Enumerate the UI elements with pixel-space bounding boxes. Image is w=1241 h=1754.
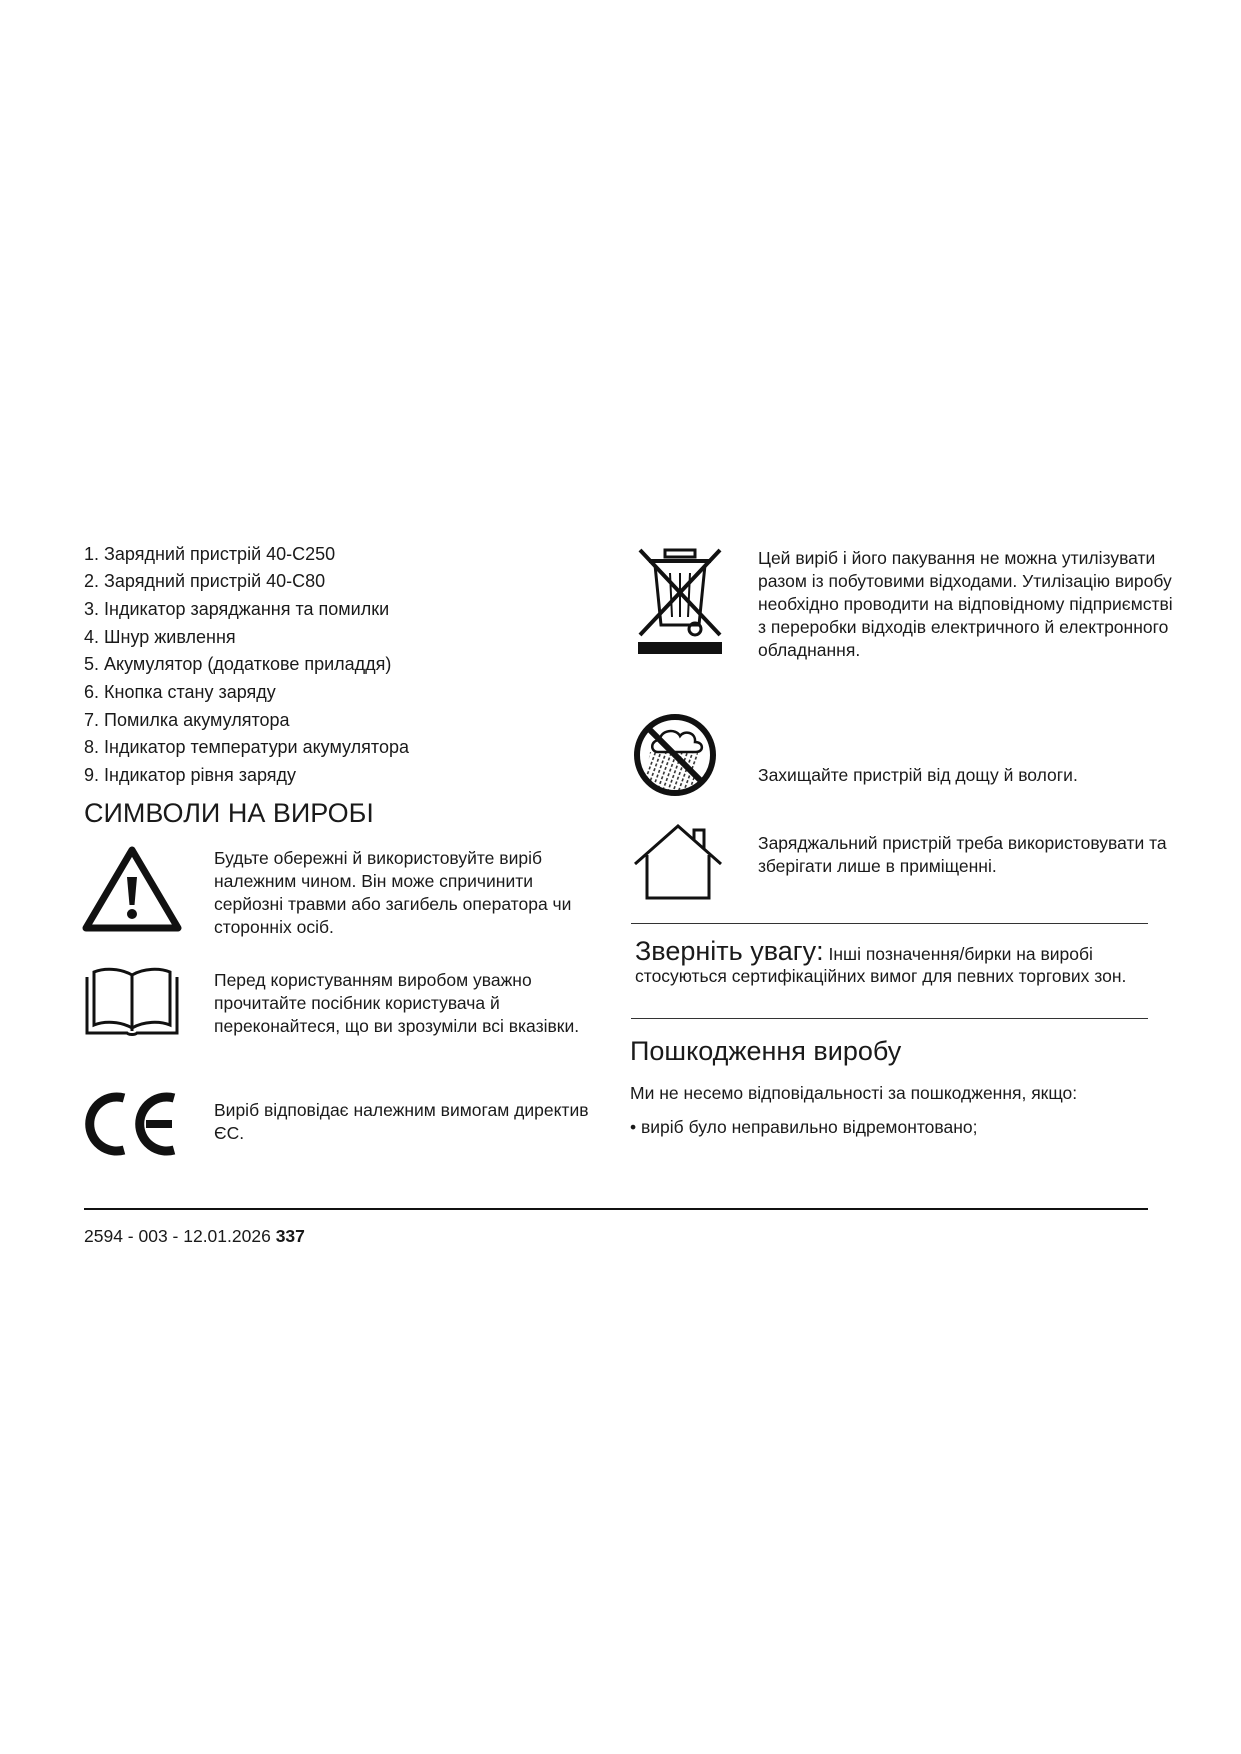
warning-triangle-icon [82,845,182,933]
divider [631,1018,1148,1019]
footer [84,1226,305,1247]
crossed-bin-icon [635,545,725,657]
list-item: 7. Помилка акумулятора [84,710,290,730]
damage-bullet: • виріб було неправильно відремонтовано; [630,1117,978,1137]
footer-code: 2594 - 003 - 12.01.2026 [84,1226,271,1246]
page-number: 337 [275,1226,305,1246]
list-item: 6. Кнопка стану заряду [84,682,276,702]
damage-heading: Пошкодження виробу [630,1036,902,1066]
no-rain-icon [632,712,718,798]
list-item: 4. Шнур живлення [84,627,236,647]
note [635,936,1155,987]
warning-symbol-text: Будьте обережні й використовуйте виріб належним чином. Він може спричинити серйозні травми або загибель оператора чи сторонніх осіб. [214,848,572,937]
symbols-heading: СИМВОЛИ НА ВИРОБІ [84,798,374,828]
ce-mark-icon [82,1090,182,1158]
note-lead: Зверніть увагу: [635,936,824,966]
list-item: 8. Індикатор температури акумулятора [84,737,409,757]
indoor-symbol-text: Заряджальний пристрій треба використовувати та зберігати лише в приміщенні. [758,833,1167,876]
divider [631,923,1148,924]
rain-symbol-text: Захищайте пристрій від дощу й вологи. [758,765,1078,785]
list-item: 5. Акумулятор (додаткове приладдя) [84,654,392,674]
ce-symbol-text: Виріб відповідає належним вимогам директив ЄС. [214,1100,589,1143]
list-item: 1. Зарядний пристрій 40-C250 [84,544,336,564]
list-item: 3. Індикатор заряджання та помилки [84,599,390,619]
note-text: Інші позначення/бирки на виробі стосуються сертифікаційних вимог для певних торгових зон. [635,944,1127,986]
open-book-icon [82,965,182,1037]
manual-symbol-text: Перед користуванням виробом уважно прочитайте посібник користувача й переконайтеся, що ви зрозуміли всі вказівки. [214,970,580,1036]
list-item: 2. Зарядний пристрій 40-C80 [84,571,326,591]
damage-intro: Ми не несемо відповідальності за пошкодження, якщо: [630,1083,1078,1103]
footer-divider [84,1208,1148,1210]
disposal-symbol-text: Цей виріб і його пакування не можна утилізувати разом із побутовими відходами. Утилізацію виробу необхідно проводити на відповідному підприємстві з переробки відходів електричного й електронного обладнання. [758,548,1173,660]
list-item: 9. Індикатор рівня заряду [84,765,297,785]
house-icon [632,822,724,902]
